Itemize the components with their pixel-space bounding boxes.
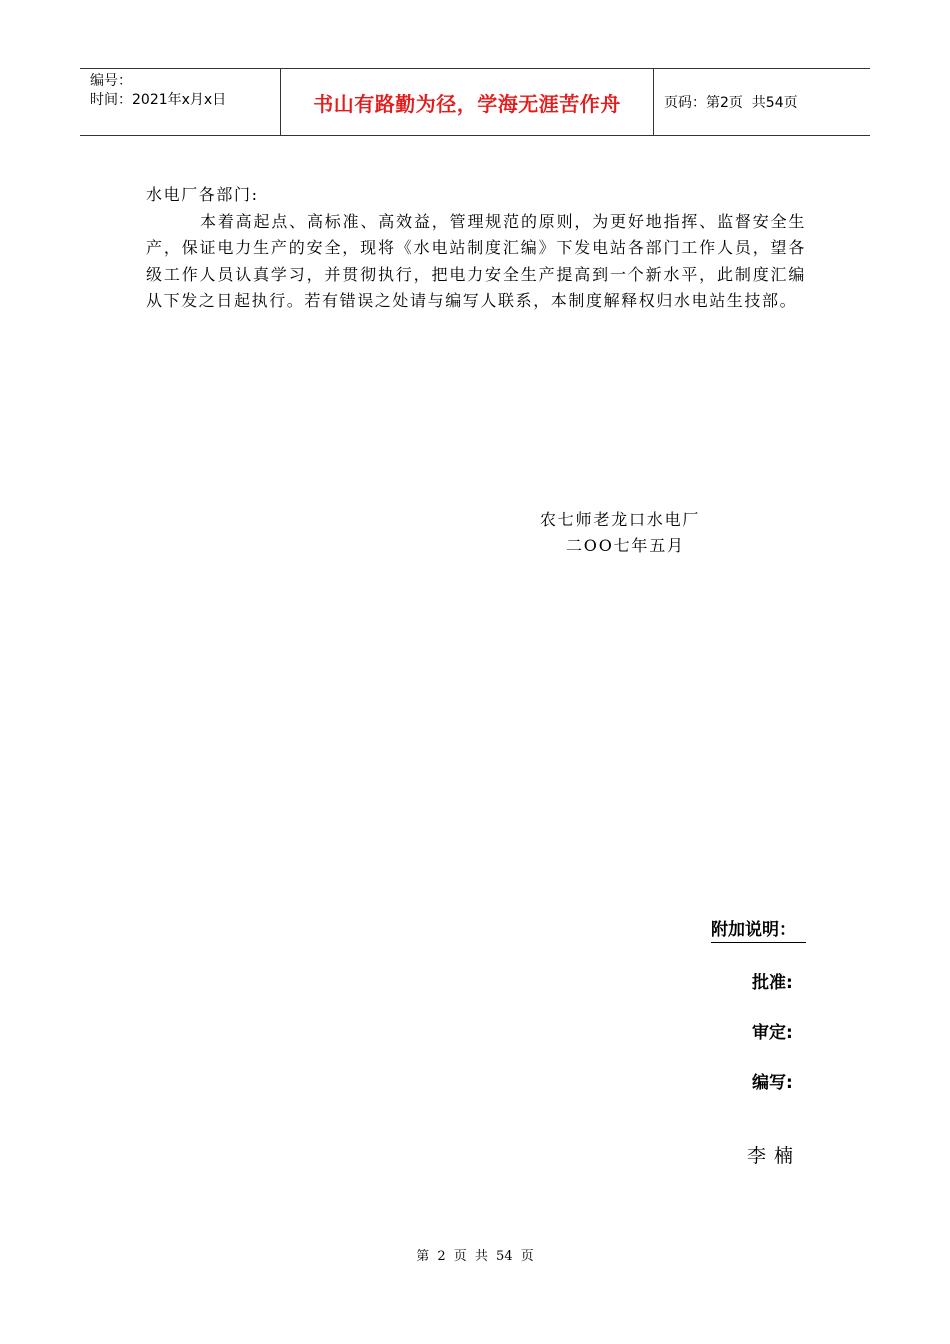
header-page: 页码：第2页 共54页 [664, 95, 798, 111]
letter-salutation: 水电厂各部门: [146, 185, 259, 204]
letter-body [146, 182, 806, 315]
page-header [80, 68, 870, 136]
header-motto: 书山有路勤为径，学海无涯苦作舟 [281, 69, 654, 135]
page-footer: 第 2 页 共 54 页 [416, 1249, 534, 1264]
notes-write: 编写: [752, 1073, 793, 1093]
header-number: 编号： [90, 73, 132, 89]
notes-approve: 批准: [752, 973, 793, 993]
notes-author: 李楠 [747, 1145, 802, 1167]
signature-date: 二OO七年五月 [566, 536, 685, 555]
signature-organization: 农七师老龙口水电厂 [540, 510, 701, 529]
notes-title: 附加说明： [711, 918, 806, 943]
header-page-cell [654, 69, 870, 135]
header-meta [80, 69, 281, 135]
letter-paragraph: 本着高起点、高标准、高效益，管理规范的原则，为更好地指挥、监督安全生产，保证电力生产的安全，现将《水电站制度汇编》下发电站各部门工作人员，望各级工作人员认真学习，并贯彻执行，把电力安全生产提高到一个新水平，此制度汇编从下发之日起执行。若有错误之处请与编写人联系，本制度解释权归水电站生技部。 [146, 211, 806, 310]
notes-review: 审定: [752, 1023, 793, 1043]
header-time: 时间：2021年x月x日 [90, 92, 227, 108]
